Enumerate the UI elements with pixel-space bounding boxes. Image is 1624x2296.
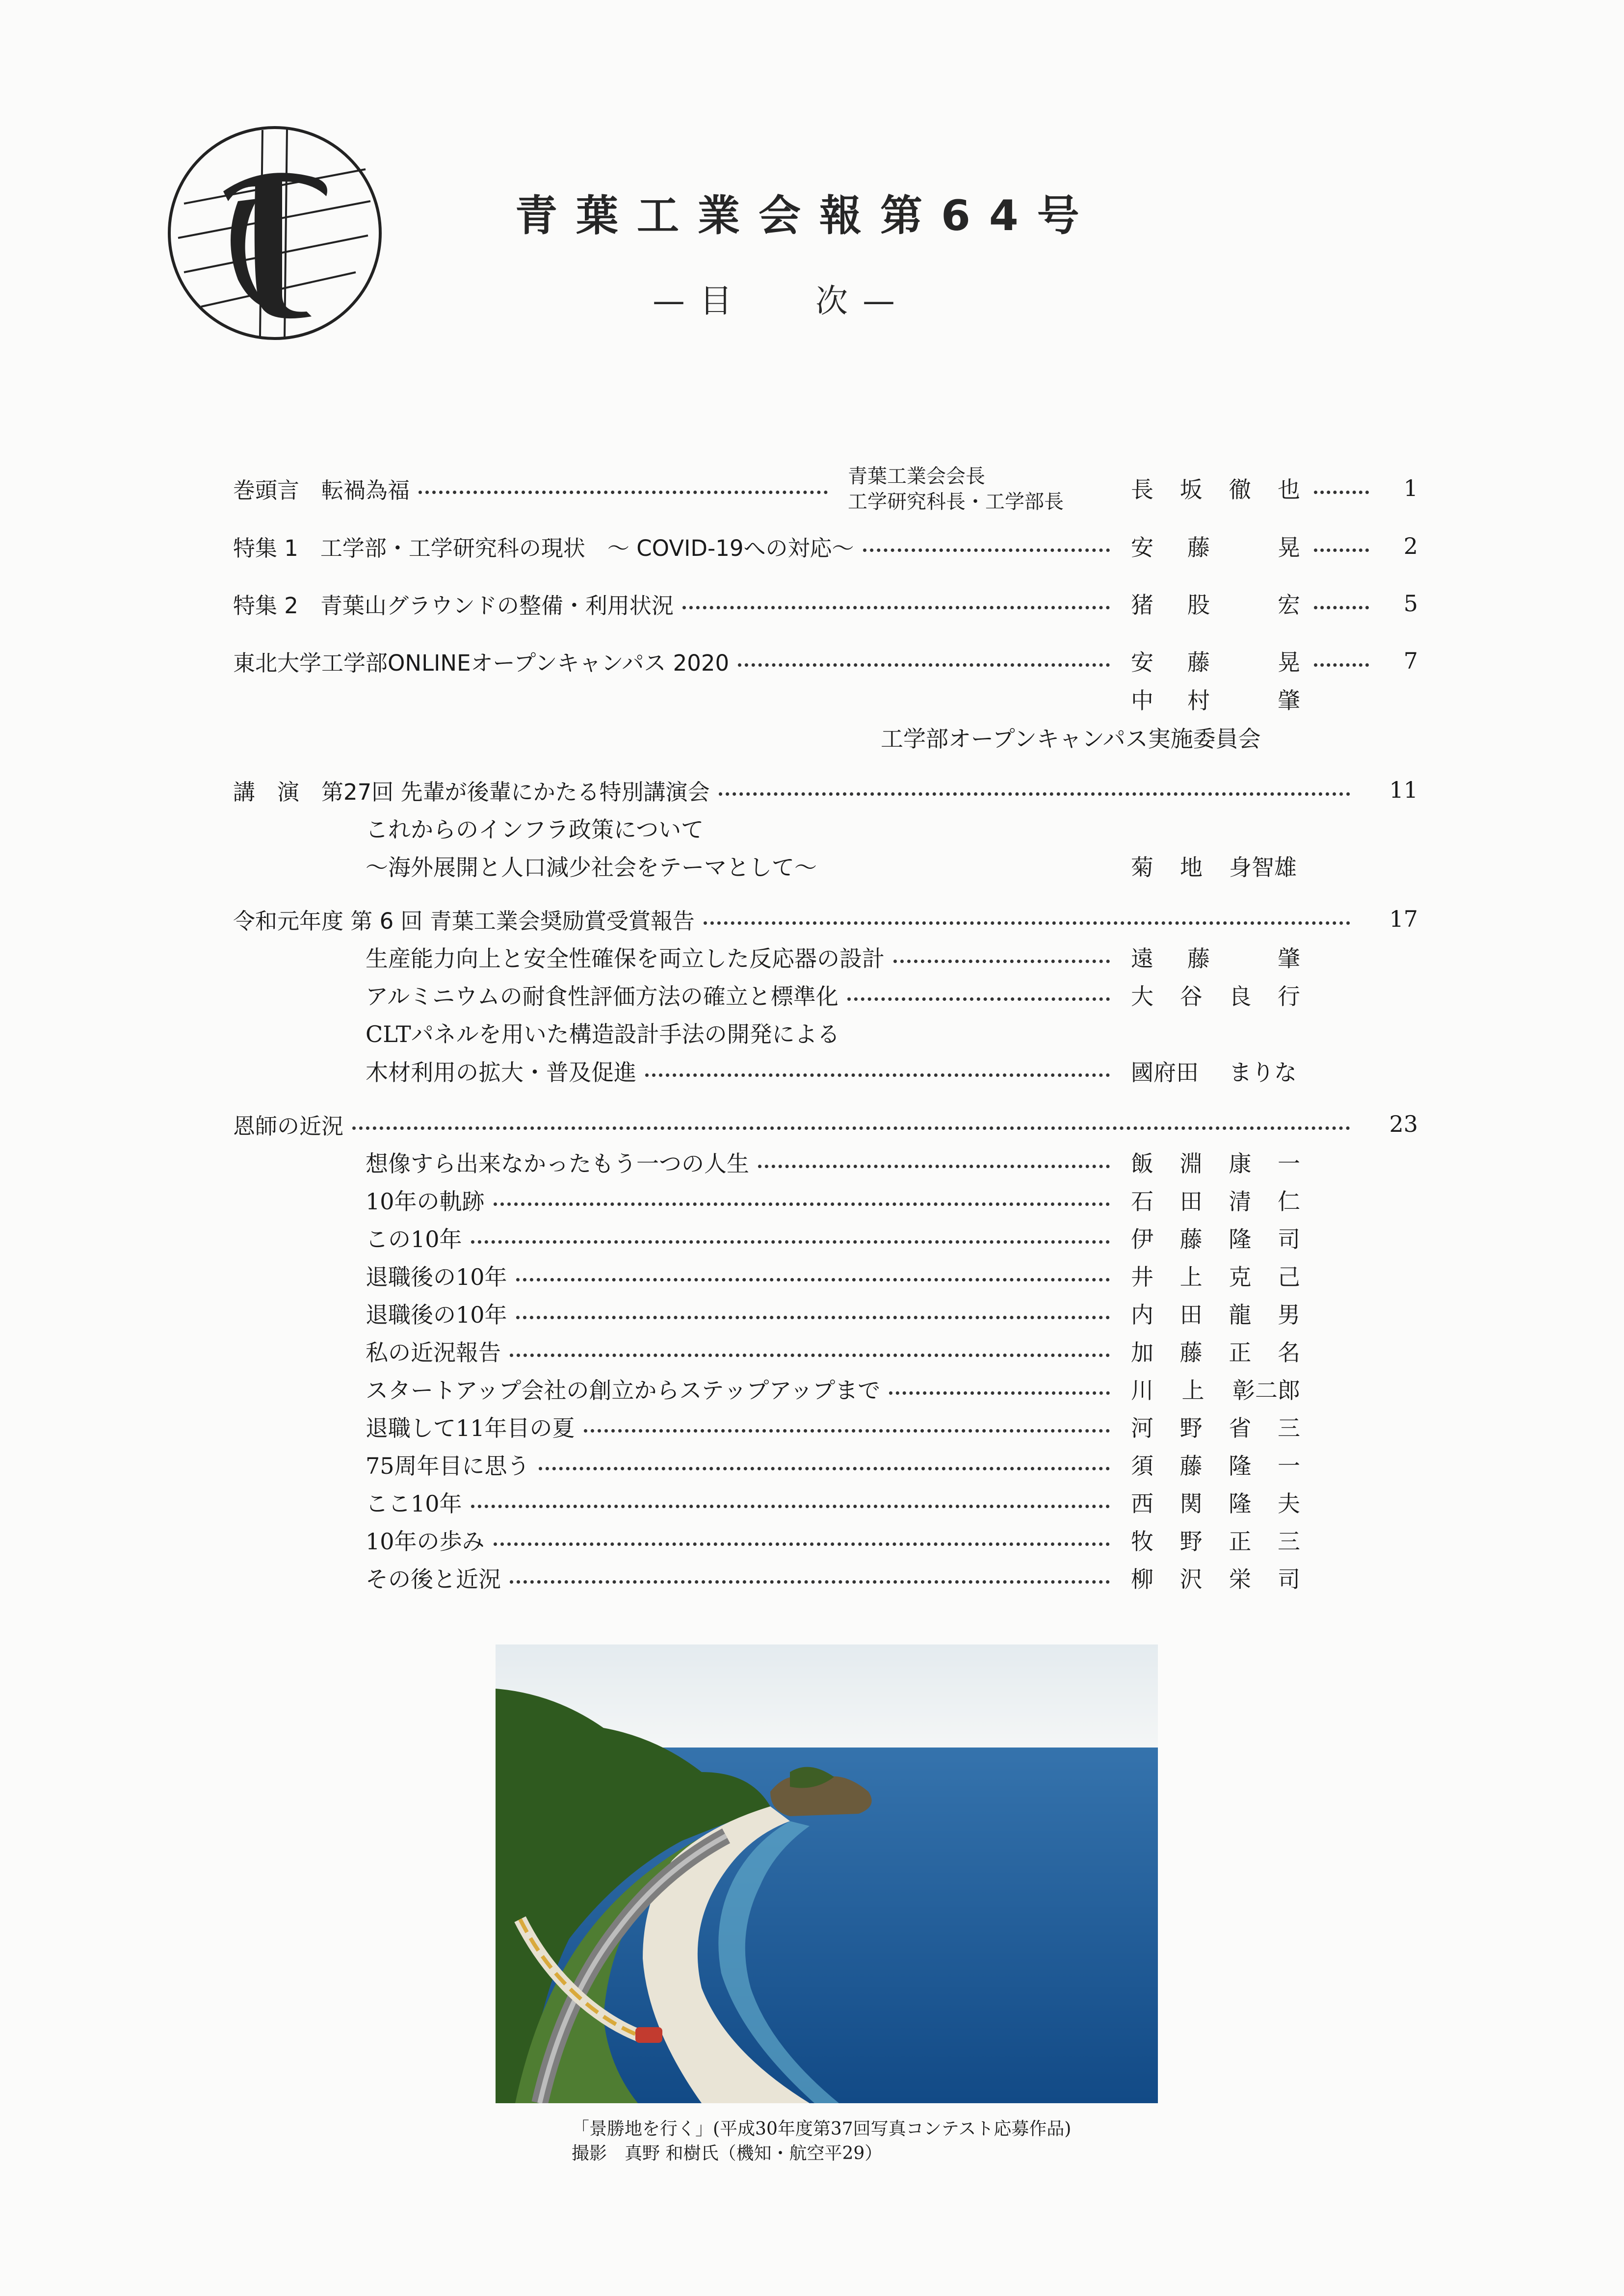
leader-dots [539,1467,1110,1470]
toc-item-title: 退職後の10年 [366,1302,507,1328]
toc-feature2-page: 5 [1403,590,1418,617]
leader-dots [516,1316,1110,1319]
leader-dots [352,1126,1350,1130]
toc-item-title: アルミニウムの耐食性評価方法の確立と標準化 [366,983,838,1010]
toc-opencampus-page: 7 [1403,648,1418,674]
mentor-entry[interactable] [366,1296,1119,1331]
toc-award-item-author: 大 谷 良 行 [1131,983,1300,1010]
mentor-entry[interactable] [366,1485,1119,1519]
mentor-entry[interactable] [366,1447,1119,1482]
toc-opencampus[interactable] [233,644,1119,678]
leader-dots [704,921,1350,925]
leader-dots [682,606,1110,609]
leader-dots [1314,586,1369,621]
caption-line-2: 撮影 真野 和樹氏（機知・航空平29） [572,2143,883,2164]
toc-lecture-label: 講 演 第27回 先輩が後輩にかたる特別講演会 [233,779,710,805]
toc-item-title: 木材利用の拡大・普及促進 [366,1059,636,1086]
toc-award[interactable] [233,902,1359,936]
leader-dots [471,1240,1110,1244]
toc-award-label: 令和元年度 第 6 回 青葉工業会奨励賞受賞報告 [233,908,695,934]
page-title: 青葉工業会報第64号 [515,191,1098,240]
leader-dots [847,997,1110,1001]
leader-dots [863,548,1110,552]
toc-item-title: 75周年目に思う [366,1453,530,1479]
leader-dots [1314,644,1369,678]
toc-item-title: 退職して11年目の夏 [366,1415,575,1441]
mentor-entry[interactable] [366,1372,1119,1406]
toc-item-title: この10年 [366,1226,462,1252]
leader-dots [471,1505,1110,1508]
mentor-author: 伊 藤 隆 司 [1131,1226,1300,1252]
toc-intro-page: 1 [1403,475,1418,501]
mentor-author: 須 藤 隆 一 [1131,1453,1300,1479]
mentor-author: 西 関 隆 夫 [1131,1490,1300,1517]
toc-mentors-label: 恩師の近況 [233,1113,344,1139]
leader-dots [419,491,828,494]
leader-dots [738,663,1110,667]
toc-item-title: その後と近況 [366,1566,501,1592]
toc-opencampus-committee: 工学部オープンキャンパス実施委員会 [881,726,1261,752]
leader-dots [510,1354,1110,1357]
toc-intro-affiliation [848,464,1064,515]
photo-caption [572,2117,1071,2166]
toc-opencampus-author-1: 安 藤 晃 [1131,649,1300,676]
toc-lecture-title-1: これからのインフラ政策について [366,816,704,843]
toc-feature1[interactable] [233,529,1119,563]
toc-item-title: 10年の軌跡 [366,1188,485,1215]
subtitle-left: —目 [653,282,747,320]
leader-dots [1314,529,1369,563]
mentor-author: 石 田 清 仁 [1131,1188,1300,1215]
mentor-entry[interactable] [366,1183,1119,1217]
mentor-entry[interactable] [366,1221,1119,1255]
toc-award-item[interactable] [366,1054,1119,1088]
mentor-author: 柳 沢 栄 司 [1131,1566,1300,1592]
toc-lecture[interactable] [233,773,1359,807]
leader-dots [510,1580,1110,1584]
leader-dots [758,1165,1110,1168]
mentor-author: 河 野 省 三 [1131,1415,1300,1441]
affiliation-line-1: 青葉工業会会長 [848,465,985,488]
mentor-entry[interactable] [366,1334,1119,1368]
toc-item-title: スタートアップ会社の創立からステップアップまで [366,1377,881,1404]
toc-feature2[interactable] [233,586,1119,621]
subtitle-right: 次— [815,282,910,320]
toc-intro-author: 長 坂 徹 也 [1131,476,1300,503]
leader-dots [584,1429,1110,1433]
mentor-entry[interactable] [366,1258,1119,1293]
toc-award-item[interactable] [366,978,1119,1012]
train-coast-photo [496,1644,1158,2103]
toc-lecture-author: 菊 地 身智雄 [1131,854,1297,881]
leader-dots [494,1542,1110,1546]
caption-line-1: 「景勝地を行く」(平成30年度第37回写真コンテスト応募作品) [572,2119,1072,2139]
mentor-author: 加 藤 正 名 [1131,1339,1300,1366]
toc-feature1-label: 特集 1 工学部・工学研究科の現状 ～ COVID-19への対応～ [233,535,854,561]
toc-mentors-page: 23 [1389,1111,1418,1137]
toc-item-title: ここ10年 [366,1490,462,1517]
leader-dots [1314,471,1369,505]
mentor-author: 飯 淵 康 一 [1131,1150,1300,1177]
leader-dots [645,1073,1110,1077]
mentor-entry[interactable] [366,1561,1119,1595]
toc-award-item-title-1: CLTパネルを用いた構造設計手法の開発による [366,1021,840,1047]
mentor-entry[interactable] [366,1145,1119,1179]
toc-award-page: 17 [1389,906,1418,932]
mentor-author: 川 上 彰二郎 [1131,1377,1300,1404]
toc-opencampus-author-2: 中 村 肇 [1131,687,1300,714]
leader-dots [893,960,1110,963]
mentor-entry[interactable] [366,1523,1119,1557]
toc-feature2-label: 特集 2 青葉山グラウンドの整備・利用状況 [233,592,674,619]
mentor-author: 井 上 克 己 [1131,1264,1300,1290]
toc-feature2-author: 猪 股 宏 [1131,592,1300,618]
toc-item-title: 想像すら出来なかったもう一つの人生 [366,1150,749,1177]
toc-lecture-page: 11 [1389,777,1418,803]
toc-opencampus-label: 東北大学工学部ONLINEオープンキャンパス 2020 [233,650,730,676]
toc-intro-label: 巻頭言 転禍為福 [233,477,410,503]
toc-item-title: 生産能力向上と安全性確保を両立した反応器の設計 [366,945,885,972]
toc-feature1-page: 2 [1403,533,1418,559]
mentor-author: 内 田 龍 男 [1131,1302,1300,1328]
leader-dots [494,1202,1110,1206]
toc-mentors[interactable] [233,1107,1359,1141]
leader-dots [516,1278,1110,1281]
toc-award-item-author: 遠 藤 肇 [1131,945,1300,972]
toc-item-title: 退職後の10年 [366,1264,507,1290]
affiliation-line-2: 工学研究科長・工学部長 [848,491,1064,513]
leader-dots [719,792,1350,796]
toc-lecture-title-2: ～海外展開と人口減少社会をテーマとして～ [366,854,817,881]
toc-award-item-author: 國府田 まりな [1131,1059,1297,1086]
toc-item-title: 私の近況報告 [366,1339,501,1366]
toc-item-title: 10年の歩み [366,1528,485,1555]
leader-dots [889,1391,1110,1395]
toc-award-item[interactable] [366,940,1119,974]
toc-intro[interactable] [233,471,837,505]
mentor-author: 牧 野 正 三 [1131,1528,1300,1555]
mentor-entry[interactable] [366,1409,1119,1444]
toc-feature1-author: 安 藤 晃 [1131,534,1300,561]
